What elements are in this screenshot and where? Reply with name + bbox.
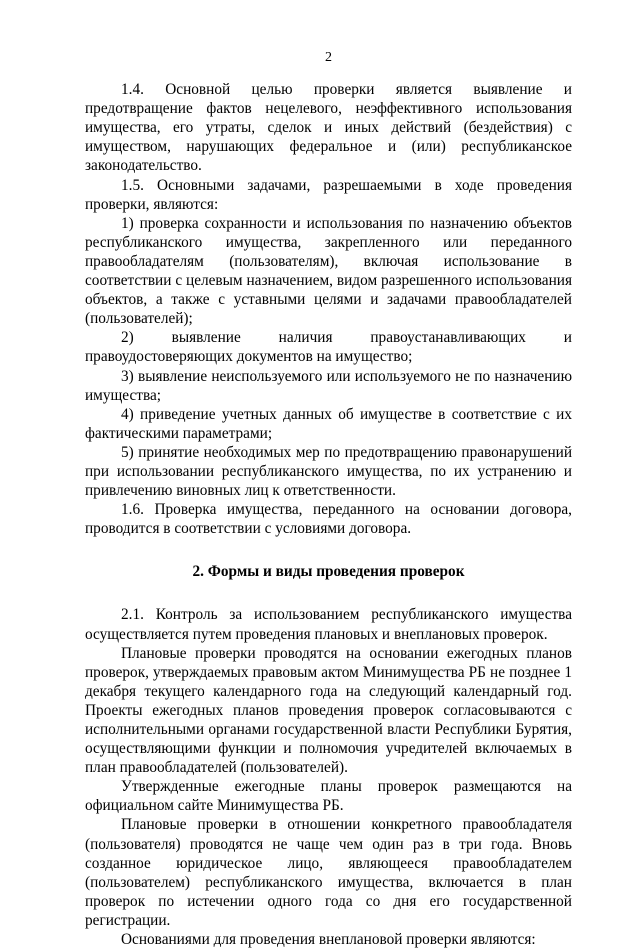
paragraph-1-5: 1.5. Основными задачами, разрешаемыми в ходе проведения проверки, являются: — [85, 176, 572, 213]
task-item-2: 2) выявление наличия правоустанавливающих и правоудостоверяющих документов на имущество; — [85, 329, 572, 366]
paragraph-1-4: 1.4. Основной целью проверки является выявление и предотвращение фактов нецелевого, неэффективного использования имущества, его утраты, сделок и иных действий (бездействия) с имуществом, нарушающих федеральное и (или) республиканское законодательство. — [85, 81, 572, 175]
task-item-4: 4) приведение учетных данных об имуществе в соответствие с их фактическими параметрами; — [85, 405, 572, 442]
paragraph-plan-publication: Утвержденные ежегодные планы проверок размещаются на официальном сайте Минимущества РБ. — [85, 778, 572, 815]
paragraph-2-1: 2.1. Контроль за использованием республиканского имущества осуществляется путем проведения плановых и внеплановых проверок. — [85, 606, 572, 643]
paragraph-1-6: 1.6. Проверка имущества, переданного на основании договора, проводится в соответствии с условиями договора. — [85, 501, 572, 538]
task-item-3: 3) выявление неиспользуемого или используемого не по назначению имущества; — [85, 367, 572, 404]
section-heading: 2. Формы и виды проведения проверок — [192, 563, 465, 581]
paragraph-unplanned-grounds: Основаниями для проведения внеплановой проверки являются: — [121, 931, 536, 949]
paragraph-planned-inspections: Плановые проверки проводятся на основании ежегодных планов проверок, утверждаемых правовым актом Минимущества РБ не позднее 1 декабря текущего календарного года на следующий календарный год. Проекты ежегодных планов проведения проверок согласовываются с исполнительными органами государственной власти Республики Бурятия, осуществляющими функции и полномочия учредителей включаемых в план правообладателей (пользователей). — [85, 644, 572, 777]
task-item-5: 5) принятие необходимых мер по предотвращению правонарушений при использовании республиканского имущества, по их устранению и привлечению виновных лиц к ответственности. — [85, 443, 572, 500]
paragraph-inspection-frequency: Плановые проверки в отношении конкретного правообладателя (пользователя) проводятся не чаще чем один раз в три года. Вновь созданное юридическое лицо, являющееся правообладателем (пользователем) республиканского имущества, включается в план проверок по истечении одного года со дня его государственной регистрации. — [85, 816, 572, 929]
page-number: 2 — [325, 50, 332, 65]
task-item-1: 1) проверка сохранности и использования по назначению объектов республиканского имущества, закрепленного или переданного правообладателям (пользователям), включая использование в соответствии с целевым назначением, видом разрешенного использования объектов, а также с уставными целями и задачами правообладателей (пользователей); — [85, 214, 572, 328]
document-page — [85, 48, 572, 949]
